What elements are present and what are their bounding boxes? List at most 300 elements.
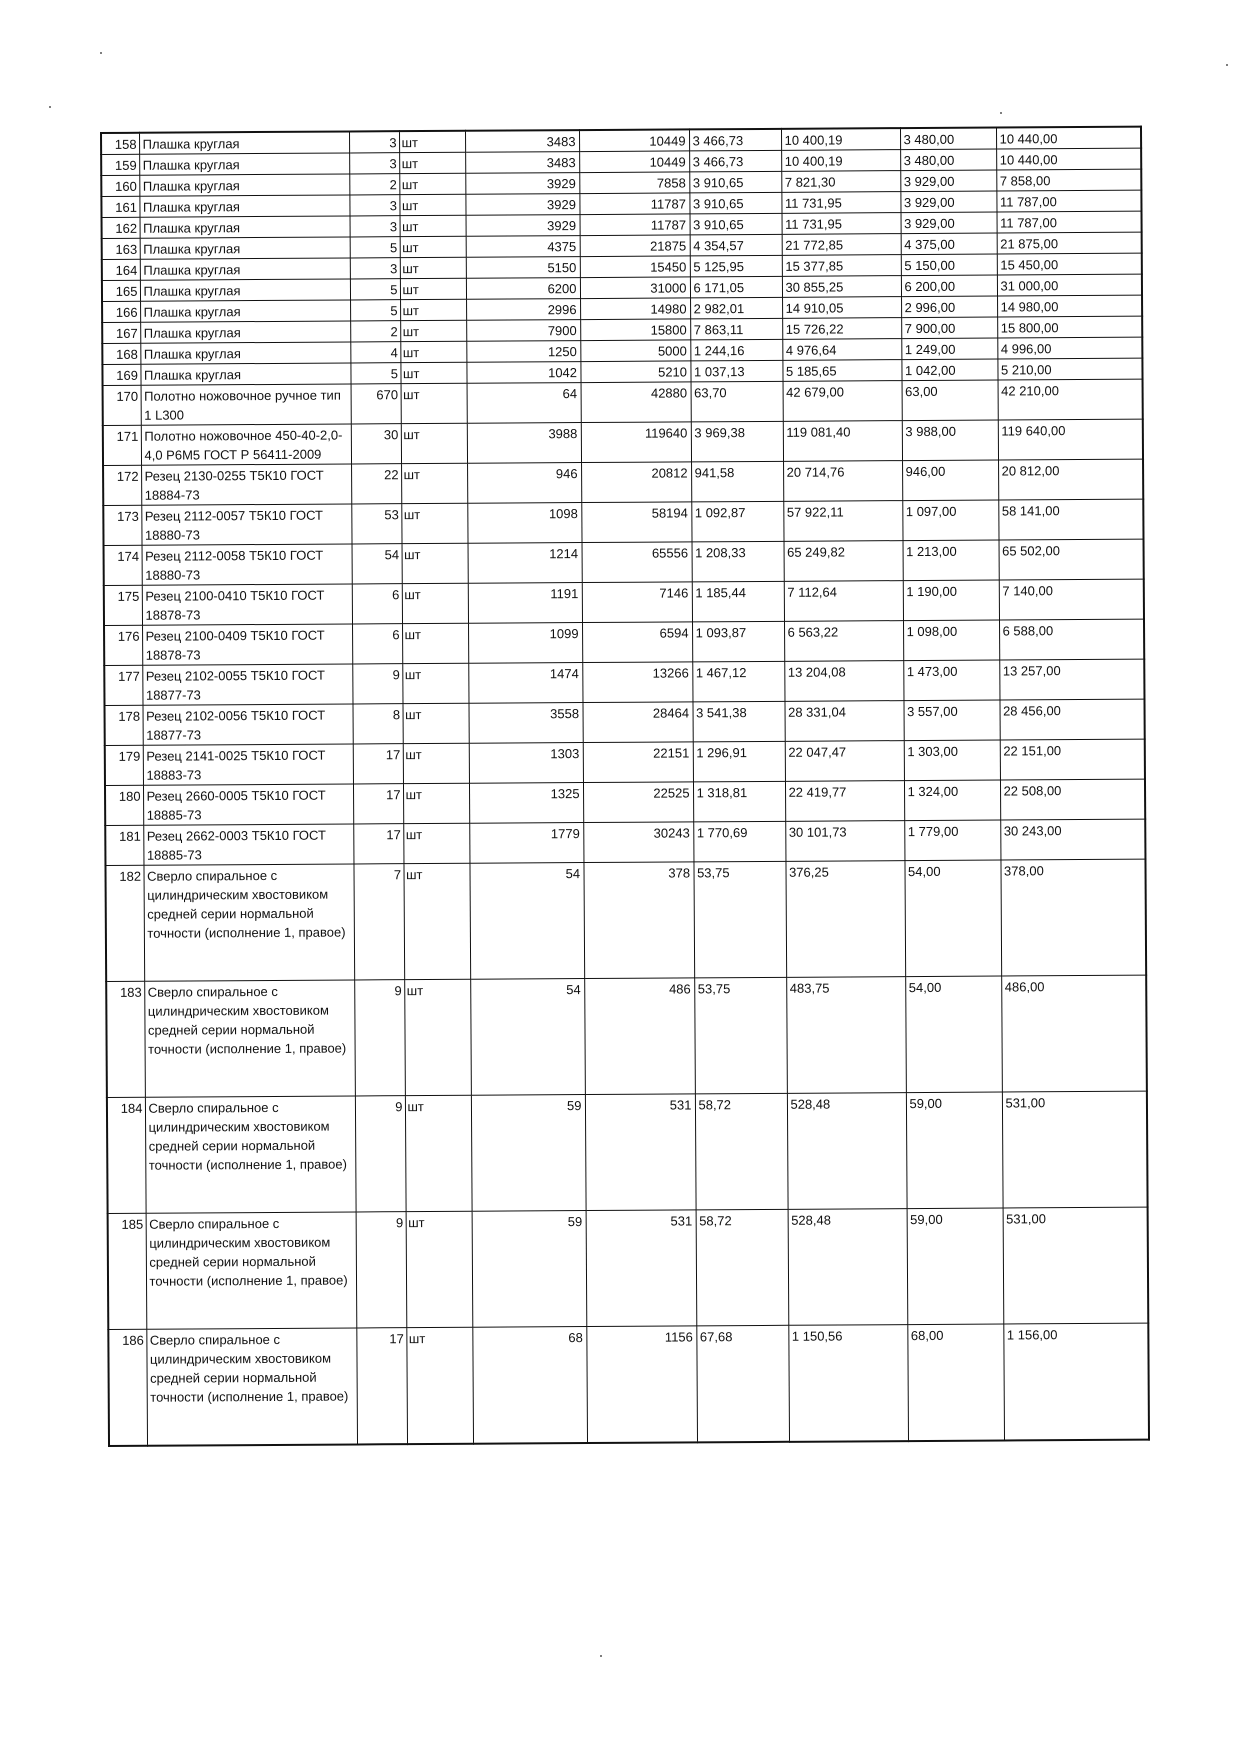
unit: шт [403,863,470,979]
quantity: 9 [356,1212,407,1328]
unit: шт [403,783,469,823]
unit-price-1: 5 125,95 [690,255,782,277]
table-row [104,619,1144,665]
unit-price-1: 4 354,57 [690,234,782,256]
unit-price-1: 3 969,38 [691,421,783,462]
item-name: Плашка круглая [140,216,350,238]
unit-price-1: 1 318,81 [693,781,785,822]
total-1: 21 772,85 [782,234,901,256]
total-1: 15 726,22 [782,318,901,340]
row-number: 165 [102,280,140,301]
unit-price-1: 3 466,73 [689,150,781,172]
unit-price-2: 3 988,00 [902,420,998,461]
table-row [105,859,1146,981]
unit: шт [405,1095,472,1211]
quantity: 6 [352,624,402,664]
unit-price-2: 68,00 [907,1324,1004,1441]
item-name: Плашка круглая [139,153,349,175]
scan-speck [49,106,51,108]
row-number: 183 [106,981,145,1097]
total-2: 10 440,00 [996,127,1141,149]
unit-price-1: 1 185,44 [692,581,784,622]
total-1: 6 563,22 [784,621,903,662]
unit-price-1: 67,68 [696,1325,789,1442]
amount: 65556 [582,542,692,583]
total-2: 7 858,00 [996,169,1141,191]
quantity: 8 [352,704,402,744]
total-2: 30 243,00 [1000,819,1145,860]
amount: 15800 [580,319,690,341]
unit-price-1: 58,72 [696,1209,789,1326]
unit-price-1: 53,75 [694,977,787,1094]
item-name: Плашка круглая [139,174,349,196]
item-name: Плашка круглая [139,131,349,154]
amount: 15450 [580,256,690,278]
quantity: 17 [353,824,403,864]
quantity: 9 [352,664,402,704]
quantity: 3 [350,258,400,279]
row-number: 159 [101,154,139,175]
price: 3483 [465,152,579,174]
unit-price-2: 1 324,00 [904,780,1000,821]
item-name: Полотно ножовочное ручное тип 1 L300 [141,384,351,425]
total-1: 14 910,05 [782,297,901,319]
quantity: 17 [353,744,403,784]
row-number: 162 [102,217,140,238]
row-number: 175 [104,585,142,625]
item-name: Сверло спиральное с цилиндрическим хвостовиком средней серии нормальной точности (исполнение 1, правое) [145,1096,356,1213]
table-row [105,819,1145,865]
amount: 531 [586,1210,697,1327]
price: 6200 [466,278,580,300]
table-row [103,459,1143,505]
unit-price-2: 6 200,00 [901,275,997,297]
amount: 22151 [583,742,693,783]
row-number: 185 [108,1213,147,1329]
unit-price-1: 6 171,05 [690,276,782,298]
row-number: 158 [101,133,139,155]
row-number: 173 [103,505,141,545]
unit: шт [402,543,468,583]
quantity: 17 [353,784,403,824]
total-1: 15 377,85 [782,255,901,277]
quantity: 6 [352,584,402,624]
total-2: 42 210,00 [998,379,1143,420]
unit-price-2: 1 213,00 [903,540,999,581]
total-1: 376,25 [785,861,905,978]
amount: 531 [585,1094,696,1211]
item-name: Резец 2112-0057 Т5К10 ГОСТ 18880-73 [141,504,351,545]
scan-speck [1000,112,1002,114]
unit-price-2: 59,00 [907,1208,1004,1325]
quantity: 5 [350,363,400,384]
total-1: 22 047,47 [785,741,904,782]
unit-price-1: 1 037,13 [690,360,782,382]
unit-price-2: 1 042,00 [901,359,997,381]
unit-price-2: 1 473,00 [903,660,999,701]
total-1: 28 331,04 [784,701,903,742]
quantity: 3 [349,131,399,153]
total-2: 22 151,00 [1000,739,1145,780]
row-number: 176 [104,625,142,665]
total-2: 20 812,00 [998,459,1143,500]
item-name: Сверло спиральное с цилиндрическим хвостовиком средней серии нормальной точности (исполнение 1, правое) [143,864,354,981]
total-1: 30 855,25 [782,276,901,298]
row-number: 184 [107,1097,146,1213]
price: 3929 [466,215,580,237]
quantity: 2 [350,321,400,342]
unit-price-2: 1 779,00 [904,820,1000,861]
row-number: 178 [105,705,143,745]
row-number: 174 [104,545,142,585]
item-name: Плашка круглая [140,279,350,301]
row-number: 163 [102,238,140,259]
table-row [108,1323,1149,1445]
price: 1250 [466,341,580,363]
item-name: Полотно ножовочное 450-40-2,0-4,0 Р6М5 ГОСТ Р 56411-2009 [141,424,351,465]
price: 3558 [468,703,582,744]
price: 1214 [468,543,582,584]
unit-price-1: 3 910,65 [690,213,782,235]
total-2: 11 787,00 [996,190,1141,212]
unit-price-2: 3 929,00 [900,170,996,192]
item-name: Плашка круглая [140,342,350,364]
total-1: 42 679,00 [783,381,902,422]
unit-price-2: 1 249,00 [901,338,997,360]
unit-price-2: 1 097,00 [902,500,998,541]
row-number: 186 [108,1329,147,1445]
price: 1325 [469,783,583,824]
row-number: 167 [102,322,140,343]
table-row [107,1091,1148,1213]
price: 1042 [466,362,580,384]
row-number: 168 [102,343,140,364]
price: 64 [467,383,581,424]
total-1: 7 112,64 [784,581,903,622]
unit-price-1: 58,72 [695,1093,788,1210]
amount: 119640 [581,422,691,463]
table-row [104,539,1144,585]
unit: шт [402,663,468,703]
price: 59 [471,1095,586,1212]
unit: шт [402,583,468,623]
row-number: 181 [105,825,143,865]
quantity: 670 [351,384,401,424]
unit-price-2: 4 375,00 [901,233,997,255]
amount: 7146 [582,582,692,623]
total-2: 10 440,00 [996,148,1141,170]
total-2: 58 141,00 [998,499,1143,540]
unit: шт [404,979,471,1095]
item-name: Резец 2100-0409 Т5К10 ГОСТ 18878-73 [142,624,352,665]
amount: 5000 [580,340,690,362]
table-row [105,779,1145,825]
unit: шт [400,320,466,341]
unit-price-1: 1 770,69 [693,821,785,862]
total-1: 7 821,30 [781,171,900,193]
unit-price-1: 1 244,16 [690,339,782,361]
document-page [100,132,1142,1447]
row-number: 170 [103,385,141,425]
amount: 5210 [580,361,690,383]
quantity: 3 [350,216,400,237]
quantity: 17 [356,1328,407,1444]
price: 3988 [467,423,581,464]
quantity: 54 [352,544,402,584]
unit: шт [400,257,466,278]
item-name: Резец 2662-0003 Т5К10 ГОСТ 18885-73 [143,824,353,865]
unit-price-2: 59,00 [906,1092,1003,1209]
unit: шт [401,383,467,423]
item-name: Резец 2102-0055 Т5К10 ГОСТ 18877-73 [142,664,352,705]
total-2: 31 000,00 [997,274,1142,296]
quantity: 5 [350,300,400,321]
unit-price-1: 7 863,11 [690,318,782,340]
quantity: 5 [350,237,400,258]
total-2: 21 875,00 [997,232,1142,254]
total-2: 1 156,00 [1003,1323,1149,1440]
price-table [100,126,1150,1447]
unit: шт [402,703,468,743]
total-2: 28 456,00 [999,699,1144,740]
total-1: 20 714,76 [783,461,902,502]
price: 1099 [468,623,582,664]
unit-price-1: 1 092,87 [691,501,783,542]
price: 1779 [469,823,583,864]
total-1: 10 400,19 [781,128,900,150]
row-number: 177 [104,665,142,705]
quantity: 7 [353,864,404,980]
price: 54 [470,979,585,1096]
total-2: 7 140,00 [999,579,1144,620]
total-2: 5 210,00 [997,358,1142,380]
unit-price-2: 3 929,00 [901,212,997,234]
total-2: 13 257,00 [999,659,1144,700]
unit-price-1: 2 982,01 [690,297,782,319]
row-number: 161 [101,196,139,217]
total-1: 1 150,56 [788,1325,908,1442]
total-1: 483,75 [786,977,906,1094]
total-1: 30 101,73 [785,821,904,862]
quantity: 4 [350,342,400,363]
amount: 22525 [583,782,693,823]
amount: 486 [584,978,695,1095]
amount: 58194 [581,502,691,543]
amount: 11787 [580,214,690,236]
unit-price-2: 54,00 [905,976,1002,1093]
unit-price-1: 3 910,65 [689,192,781,214]
unit: шт [402,623,468,663]
quantity: 9 [354,980,405,1096]
unit-price-2: 5 150,00 [901,254,997,276]
unit-price-1: 3 910,65 [689,171,781,193]
item-name: Плашка круглая [140,300,350,322]
unit: шт [399,173,465,194]
table-row [104,659,1144,705]
item-name: Сверло спиральное с цилиндрическим хвостовиком средней серии нормальной точности (исполнение 1, правое) [146,1212,357,1329]
unit-price-1: 1 296,91 [693,741,785,782]
table-row [104,579,1144,625]
total-2: 65 502,00 [999,539,1144,580]
unit-price-2: 1 190,00 [903,580,999,621]
item-name: Резец 2660-0005 Т5К10 ГОСТ 18885-73 [143,784,353,825]
unit: шт [400,236,466,257]
unit: шт [400,362,466,383]
total-2: 11 787,00 [997,211,1142,233]
price: 1474 [468,663,582,704]
total-1: 4 976,64 [782,339,901,361]
amount: 7858 [579,172,689,194]
total-1: 13 204,08 [784,661,903,702]
unit-price-1: 1 093,87 [692,621,784,662]
unit-price-1: 941,58 [691,461,783,502]
item-name: Плашка круглая [140,321,350,343]
row-number: 179 [105,745,143,785]
amount: 28464 [582,702,692,743]
unit-price-1: 1 467,12 [692,661,784,702]
table-body [101,127,1149,1446]
unit: шт [399,131,465,153]
unit-price-2: 2 996,00 [901,296,997,318]
amount: 20812 [581,462,691,503]
total-2: 15 450,00 [997,253,1142,275]
amount: 1156 [586,1326,697,1443]
unit-price-1: 1 208,33 [692,541,784,582]
amount: 10449 [579,129,689,151]
quantity: 30 [351,424,401,464]
total-2: 531,00 [1002,1091,1148,1208]
quantity: 53 [351,504,401,544]
price: 3483 [465,130,579,152]
price: 1191 [468,583,582,624]
item-name: Сверло спиральное с цилиндрическим хвостовиком средней серии нормальной точности (исполнение 1, правое) [146,1328,357,1445]
item-name: Резец 2130-0255 Т5К10 ГОСТ 18884-73 [141,464,351,505]
amount: 11787 [579,193,689,215]
unit: шт [400,299,466,320]
row-number: 164 [102,259,140,280]
total-1: 65 249,82 [784,541,903,582]
total-2: 531,00 [1003,1207,1149,1324]
total-2: 4 996,00 [997,337,1142,359]
total-1: 10 400,19 [781,150,900,172]
total-1: 22 419,77 [785,781,904,822]
total-2: 6 588,00 [999,619,1144,660]
item-name: Резец 2141-0025 Т5К10 ГОСТ 18883-73 [143,744,353,785]
unit-price-2: 54,00 [904,860,1001,977]
unit-price-2: 3 557,00 [903,700,999,741]
unit-price-2: 3 480,00 [900,128,996,150]
total-2: 14 980,00 [997,295,1142,317]
total-2: 119 640,00 [998,419,1143,460]
table-row [106,975,1147,1097]
amount: 10449 [579,151,689,173]
price: 68 [472,1327,587,1444]
table-row [105,739,1145,785]
item-name: Плашка круглая [140,258,350,280]
total-2: 15 800,00 [997,316,1142,338]
unit-price-2: 7 900,00 [901,317,997,339]
unit: шт [399,194,465,215]
unit: шт [406,1327,473,1443]
unit: шт [400,278,466,299]
price: 946 [467,463,581,504]
price: 59 [472,1211,587,1328]
quantity: 9 [355,1096,406,1212]
price: 54 [469,863,584,980]
price: 1303 [469,743,583,784]
amount: 31000 [580,277,690,299]
total-2: 22 508,00 [1000,779,1145,820]
total-2: 378,00 [1000,859,1146,976]
unit-price-2: 946,00 [902,460,998,501]
amount: 42880 [581,382,691,423]
row-number: 180 [105,785,143,825]
table-row [103,499,1143,545]
scan-speck [1226,64,1228,66]
amount: 6594 [582,622,692,663]
item-name: Плашка круглая [140,237,350,259]
table-row [103,379,1143,425]
quantity: 3 [349,153,399,174]
unit: шт [401,423,467,463]
unit: шт [403,743,469,783]
price: 2996 [466,299,580,321]
unit: шт [399,152,465,173]
unit-price-2: 1 098,00 [903,620,999,661]
item-name: Резец 2112-0058 Т5К10 ГОСТ 18880-73 [142,544,352,585]
unit-price-2: 3 929,00 [900,191,996,213]
amount: 21875 [580,235,690,257]
amount: 13266 [582,662,692,703]
unit-price-1: 63,70 [691,381,783,422]
table-row [108,1207,1149,1329]
row-number: 171 [103,425,141,465]
total-1: 57 922,11 [783,501,902,542]
quantity: 5 [350,279,400,300]
amount: 30243 [583,822,693,863]
row-number: 182 [105,865,144,981]
total-2: 486,00 [1001,975,1147,1092]
total-1: 528,48 [788,1209,908,1326]
price: 4375 [466,236,580,258]
unit-price-2: 1 303,00 [904,740,1000,781]
unit-price-1: 3 466,73 [689,129,781,151]
price: 5150 [466,257,580,279]
price: 1098 [467,503,581,544]
row-number: 172 [103,465,141,505]
quantity: 22 [351,464,401,504]
item-name: Резец 2102-0056 Т5К10 ГОСТ 18877-73 [143,704,353,745]
price: 7900 [466,320,580,342]
total-1: 119 081,40 [783,421,902,462]
scan-speck [100,52,102,54]
item-name: Резец 2100-0410 Т5К10 ГОСТ 18878-73 [142,584,352,625]
quantity: 3 [349,195,399,216]
table-row [105,699,1145,745]
unit: шт [406,1211,473,1327]
total-1: 11 731,95 [781,192,900,214]
unit: шт [400,215,466,236]
total-1: 5 185,65 [782,360,901,382]
amount: 378 [583,862,694,979]
quantity: 2 [349,174,399,195]
unit: шт [401,463,467,503]
amount: 14980 [580,298,690,320]
price: 3929 [465,173,579,195]
item-name: Сверло спиральное с цилиндрическим хвостовиком средней серии нормальной точности (исполнение 1, правое) [144,980,355,1097]
unit: шт [401,503,467,543]
row-number: 166 [102,301,140,322]
